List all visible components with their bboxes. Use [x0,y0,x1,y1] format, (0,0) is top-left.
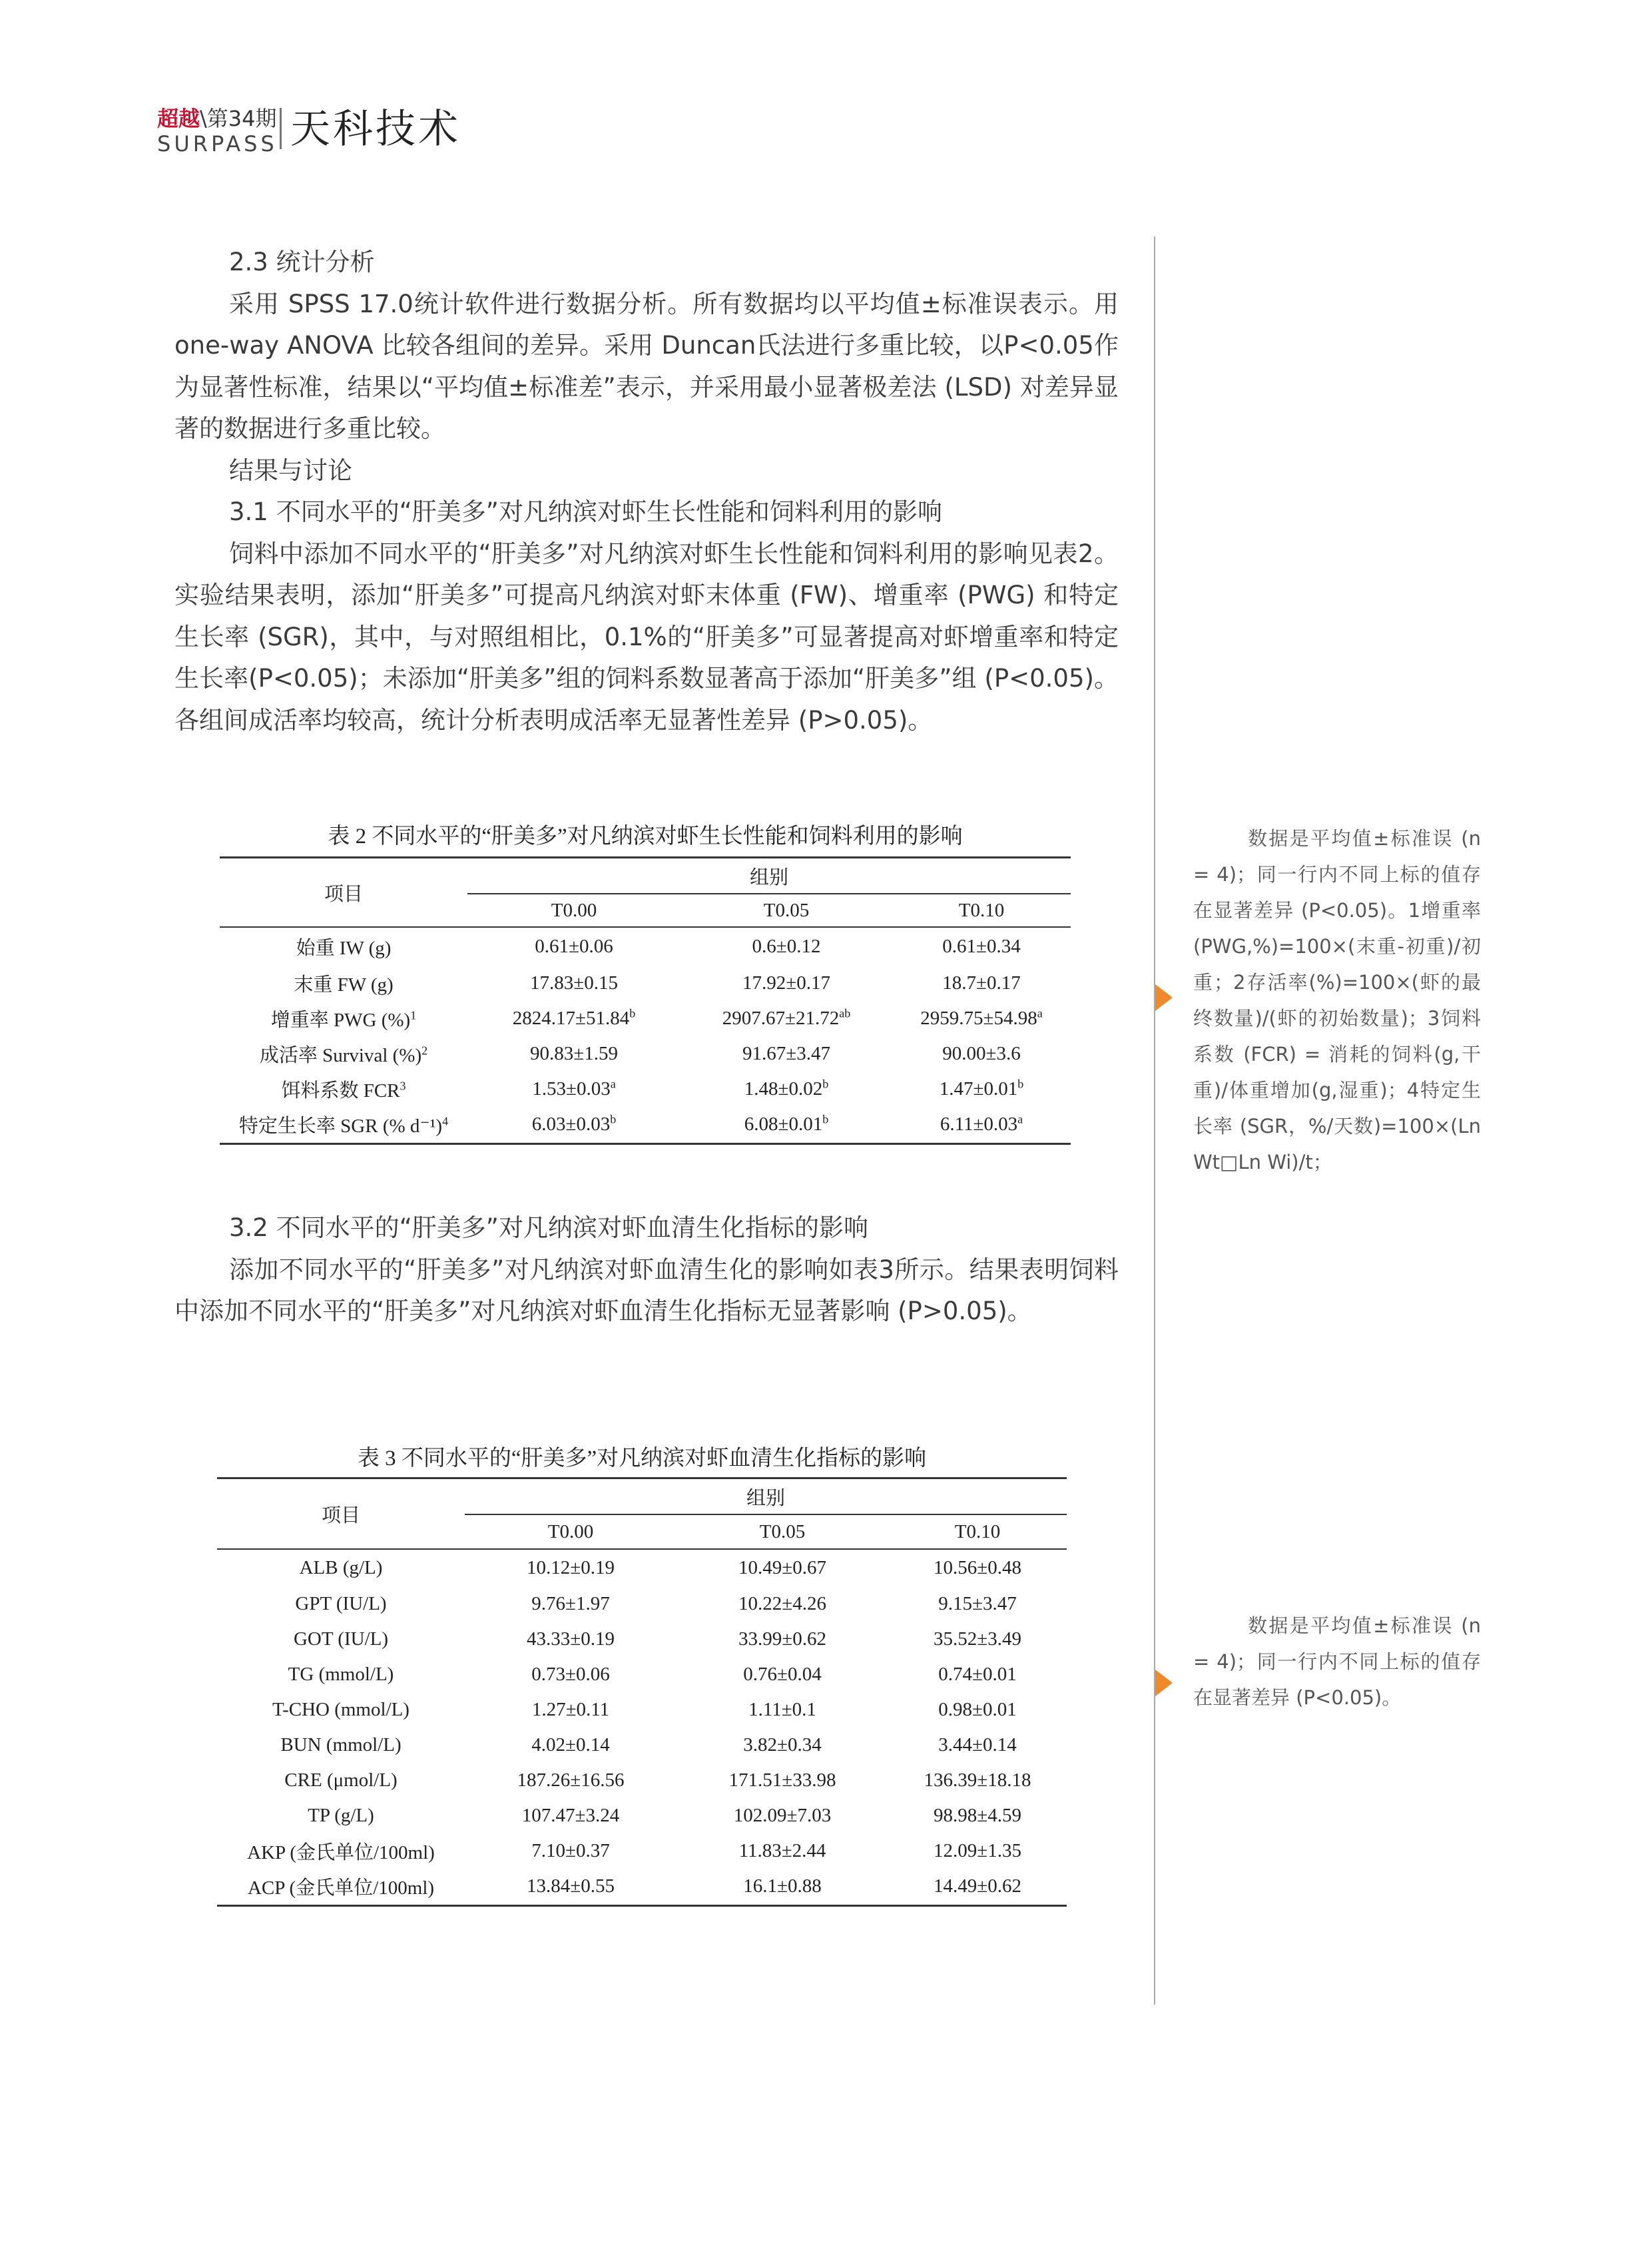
table-cell: 90.00±3.6 [942,1043,1021,1064]
table-cell: 17.83±0.15 [530,972,618,994]
table-cell: 0.61±0.06 [535,936,613,957]
table-cell: 1.47±0.01$^b$ [939,1077,1024,1100]
table-row [220,1036,1071,1072]
table-2-note: 数据是平均值±标准误 (n = 4)；同一行内不同上标的值存在显著差异 (P<0.05)。1增重率 (PWG,%)=100×(末重-初重)/初重；2存活率(%)=100×(虾的最终数量)/(虾的初始数量)；3饲料系数 (FCR) = 消耗的饲料(g,干重)/体重增加(g,湿重)；4特定生长率 (SGR，%/天数)=100×(Ln Wt□Ln Wi)/t； [1193,827,1481,1173]
paragraph-growth: 饲料中添加不同水平的“肝美多”对凡纳滨对虾生长性能和饲料利用的影响见表2。实验结果表明，添加“肝美多”可提高凡纳滨对虾末体重 (FW)、增重率 (PWG) 和特定生长率 (SGR)，其中，与对照组相比，0.1%的“肝美多”可显著提高对虾增重率和特定生长率(P<0.05)；未添加“肝美多”组的饲料系数显著高于添加“肝美多”组 (P<0.05)。各组间成活率均较高，统计分析表明成活率无显著性差异 (P>0.05)。 [174,539,1119,735]
table-cell: 0.98±0.01 [938,1699,1017,1720]
heading-results: 结果与讨论 [229,456,352,485]
table-3-col-header: T0.00 [547,1520,594,1542]
table-3-note: 数据是平均值±标准误 (n = 4)；同一行内不同上标的值存在显著差异 (P<0.05)。 [1193,1614,1481,1709]
table-cell: 1.48±0.02$^b$ [744,1077,829,1100]
heading-3-1: 3.1 不同水平的“肝美多”对凡纳滨对虾生长性能和饲料利用的影响 [229,497,942,526]
note-arrow-icon [1155,1670,1173,1696]
table-cell: 90.83±1.59 [530,1043,618,1064]
table-row [217,1586,1067,1622]
table-cell: 43.33±0.19 [527,1628,615,1650]
table-row [217,1798,1067,1833]
table-2-col-header: T0.10 [958,899,1005,921]
table-3-block [217,1445,1067,1907]
table-3-caption: 表 3 不同水平的“肝美多”对凡纳滨对虾血清生化指标的影响 [357,1446,927,1470]
row-label: ACP (金氏单位/100ml) [247,1877,435,1899]
column-divider [1154,236,1155,2005]
table-row [217,1869,1067,1905]
body-section-1 [174,242,1119,741]
table-cell: 13.84±0.55 [527,1875,615,1897]
table-cell: 0.6±0.12 [752,936,821,957]
table-row [217,1692,1067,1728]
table-cell: 1.11±0.1 [748,1699,816,1720]
table-3-item-header: 项目 [321,1504,360,1526]
row-label: 始重 IW (g) [296,938,392,959]
table-2-col-header: T0.05 [763,899,810,921]
table-cell: 2907.67±21.72$^{ab}$ [722,1006,851,1029]
table-cell: 102.09±7.03 [733,1805,832,1826]
header-divider [280,108,282,149]
table-cell: 4.02±0.14 [531,1734,610,1756]
table-2 [220,856,1071,1145]
table-cell: 16.1±0.88 [743,1875,822,1897]
table-cell: 12.09±1.35 [934,1840,1021,1861]
row-label: ALB (g/L) [299,1557,383,1578]
table-3-group-header: 组别 [465,1478,1067,1515]
row-label: GPT (IU/L) [295,1593,387,1614]
paragraph-serum: 添加不同水平的“肝美多”对凡纳滨对虾血清生化的影响如表3所示。结果表明饲料中添加不同水平的“肝美多”对凡纳滨对虾血清生化指标无显著影响 (P>0.05)。 [174,1255,1119,1325]
heading-3-2: 3.2 不同水平的“肝美多”对凡纳滨对虾血清生化指标的影响 [229,1213,868,1242]
table-row [220,1107,1071,1143]
table-cell: 10.22±4.26 [738,1593,826,1614]
table-cell: 6.08±0.01$^b$ [744,1112,829,1135]
table-cell: 9.15±3.47 [938,1593,1017,1614]
table-3-col-header: T0.10 [954,1520,1001,1542]
table-cell: 0.61±0.34 [942,936,1021,957]
table-cell: 3.82±0.34 [743,1734,822,1756]
table-cell: 10.56±0.48 [934,1557,1021,1578]
table-cell: 0.76±0.04 [743,1664,822,1685]
section-title: 天科技术 [290,106,461,153]
table-row [217,1763,1067,1798]
table-cell: 2824.17±51.84$^b$ [512,1006,636,1029]
table-row [220,1001,1071,1036]
table-row [217,1833,1067,1869]
row-label: CRE (μmol/L) [284,1769,398,1791]
table-2-item-header: 项目 [324,883,363,905]
table-row [217,1728,1067,1763]
row-label: 特定生长率 SGR (% d⁻¹)$^4$ [238,1114,449,1137]
table-cell: 136.39±18.18 [924,1769,1031,1791]
table-2-group-header: 组别 [467,858,1071,894]
table-row [220,966,1071,1001]
table-2-col-header: T0.00 [551,899,597,921]
table-row [217,1622,1067,1657]
brand-name: 超越 [157,106,200,131]
body-section-2 [174,1207,1119,1333]
brand-latin: SURPASS [157,131,278,157]
row-label: GOT (IU/L) [293,1628,388,1650]
table-cell: 35.52±3.49 [934,1628,1021,1650]
heading-2-3: 2.3 统计分析 [229,248,375,276]
table-2-caption: 表 2 不同水平的“肝美多”对凡纳滨对虾生长性能和饲料利用的影响 [328,824,963,848]
table-cell: 0.73±0.06 [531,1664,610,1685]
issue-separator: \ [200,106,207,131]
table-cell: 9.76±1.97 [531,1593,610,1614]
table-cell: 7.10±0.37 [531,1840,610,1861]
table-cell: 1.27±0.11 [531,1699,610,1720]
table-cell: 18.7±0.17 [942,972,1021,994]
table-cell: 33.99±0.62 [738,1628,826,1650]
table-cell: 11.83±2.44 [738,1840,826,1861]
table-cell: 171.51±33.98 [728,1769,836,1791]
row-label: TG (mmol/L) [288,1664,394,1685]
row-label: AKP (金氏单位/100ml) [247,1842,435,1863]
table-cell: 17.92±0.17 [742,972,830,994]
table-cell: 187.26±16.56 [517,1769,625,1791]
table-row [220,1072,1071,1107]
table-cell: 0.74±0.01 [938,1664,1017,1685]
table-cell: 10.49±0.67 [738,1557,826,1578]
row-label: T-CHO (mmol/L) [272,1699,410,1720]
table-cell: 107.47±3.24 [521,1805,620,1826]
table-3-col-header: T0.05 [759,1520,806,1542]
table-2-block [220,823,1071,1145]
table-cell: 2959.75±54.98$^a$ [920,1006,1043,1029]
issue-label [157,107,277,131]
table-row [220,927,1071,966]
table-cell: 6.11±0.03$^a$ [940,1112,1023,1135]
table-cell: 10.12±0.19 [527,1557,615,1578]
row-label: TP (g/L) [308,1805,374,1826]
table-row [217,1657,1067,1692]
table-3 [217,1477,1067,1907]
row-label: 饵料系数 FCR$^3$ [281,1079,406,1102]
row-label: 成活率 Survival (%)$^2$ [259,1044,428,1066]
table-cell: 6.03±0.03$^b$ [531,1112,617,1135]
row-label: 增重率 PWG (%)$^1$ [270,1008,417,1031]
row-label: BUN (mmol/L) [280,1734,402,1756]
table-cell: 1.53±0.03$^a$ [532,1077,616,1100]
table-row [217,1549,1067,1586]
row-label: 末重 FW (g) [294,974,394,996]
table-cell: 91.67±3.47 [742,1043,830,1064]
table-cell: 98.98±4.59 [934,1805,1021,1826]
table-cell: 14.49±0.62 [934,1875,1021,1897]
issue-number: 第34期 [206,106,277,131]
table-cell: 3.44±0.14 [938,1734,1017,1756]
paragraph-statistics: 采用 SPSS 17.0统计软件进行数据分析。所有数据均以平均值±标准误表示。用 one-way ANOVA 比较各组间的差异。采用 Duncan氏法进行多重比较，以P<0.05作为显著性标准，结果以“平均值±标准差”表示，并采用最小显著极差法 (LSD) 对差异显著的数据进行多重比较。 [174,289,1119,443]
note-arrow-icon [1155,984,1173,1011]
